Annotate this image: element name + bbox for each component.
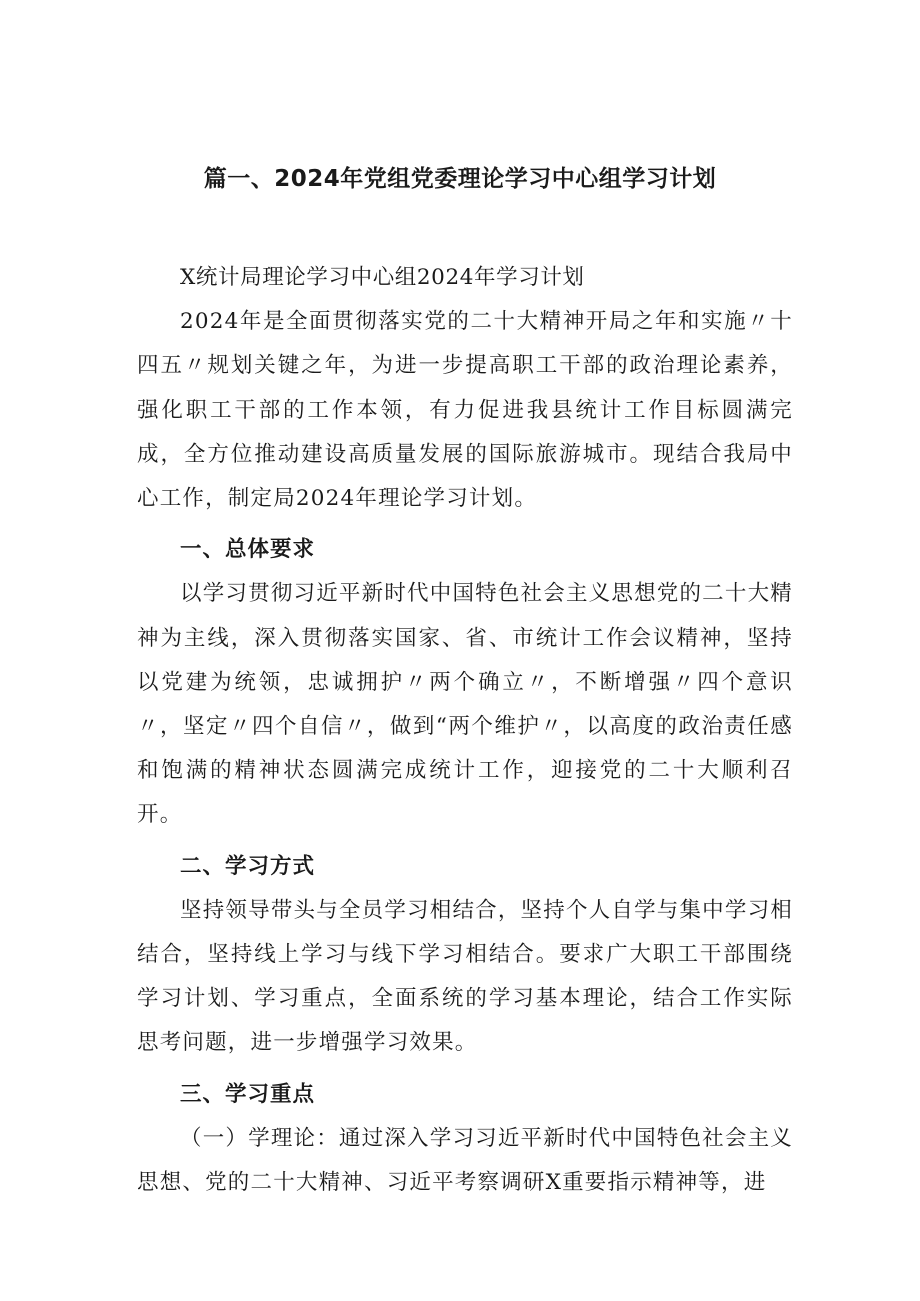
document-title: 篇一、2024年党组党委理论学习中心组学习计划 <box>203 166 717 192</box>
document-subtitle: X统计局理论学习中心组2024年学习计划 <box>180 265 585 290</box>
section-heading-study-methods: 二、学习方式 <box>180 853 316 879</box>
section-text-general-requirements: 以学习贯彻习近平新时代中国特色社会主义思想党的二十大精神为主线，深入贯彻落实国家、省、市统计工作会议精神，坚持以党建为统领，忠诚拥护〃两个确立〃，不断增强〃四个意识〃，坚定〃四个自信〃，做到“两个维护〃，以高度的政治责任感和饱满的精神状态圆满完成统计工作，迎接党的二十大顺利召开。 <box>137 581 793 828</box>
spacer <box>137 521 793 528</box>
spacer <box>137 1066 793 1073</box>
section-heading-study-focus: 三、学习重点 <box>180 1081 316 1107</box>
section-text-study-methods: 坚持领导带头与全员学习相结合，坚持个人自学与集中学习相结合，坚持线上学习与线下学习相结合。要求广大职工干部围绕学习计划、学习重点，全面系统的学习基本理论，结合工作实际思考问题，进一步增强学习效果。 <box>137 897 793 1056</box>
section-text-study-focus: （一）学理论：通过深入学习习近平新时代中国特色社会主义思想、党的二十大精神、习近平考察调研X重要指示精神等，进 <box>137 1125 793 1196</box>
spacer <box>137 838 793 845</box>
section-heading-general-requirements: 一、总体要求 <box>180 537 316 563</box>
document-body <box>137 256 793 1205</box>
intro-paragraph: 2024年是全面贯彻落实党的二十大精神开局之年和实施〃十四五〃规划关键之年，为进一步提高职工干部的政治理论素养，强化职工干部的工作本领，有力促进我县统计工作目标圆满完成，全方位推动建设高质量发展的国际旅游城市。现结合我局中心工作，制定局2024年理论学习计划。 <box>137 309 793 512</box>
